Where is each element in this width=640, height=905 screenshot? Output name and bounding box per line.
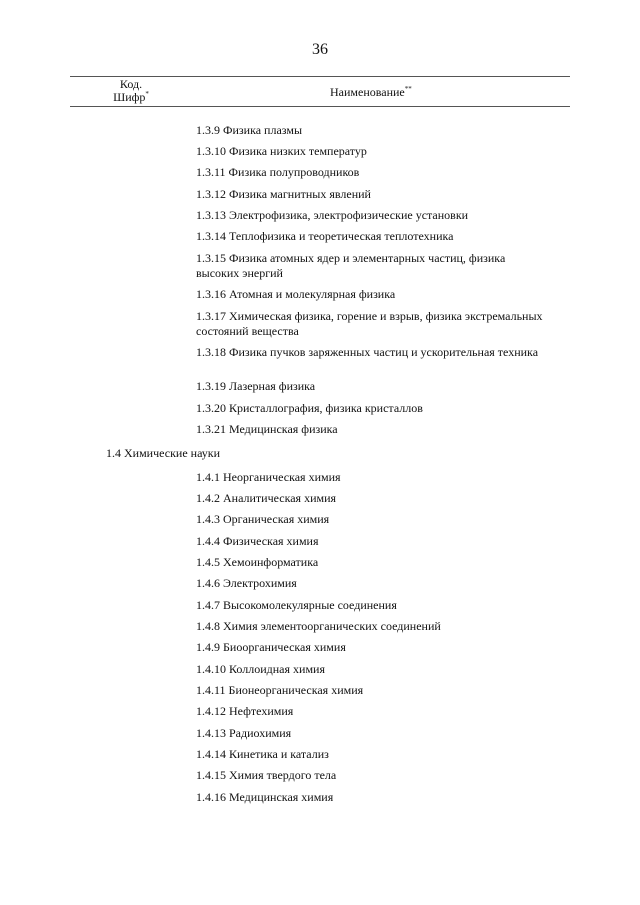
list-item: 1.4.12 Нефтехимия [196, 704, 294, 718]
list-item: 1.4.6 Электрохимия [196, 576, 297, 590]
header-cipher-text: Шифр [113, 90, 146, 104]
header-name-label: Наименование [330, 85, 405, 99]
list-item: 1.4.5 Хемоинформатика [196, 555, 319, 569]
header-top-rule [70, 76, 570, 77]
list-item: 1.3.14 Теплофизика и теоретическая теплотехника [196, 229, 454, 243]
header-cipher-label [100, 91, 162, 104]
list-item: 1.4.7 Высокомолекулярные соединения [196, 598, 397, 612]
section-heading: 1.4 Химические науки [106, 446, 221, 460]
list-item: 1.3.15 Физика атомных ядер и элементарных частиц, физика высоких энергий [196, 251, 506, 280]
list-item: 1.3.11 Физика полупроводников [196, 165, 360, 179]
header-code-column [100, 78, 162, 104]
page-number: 36 [312, 41, 328, 58]
list-item: 1.4.13 Радиохимия [196, 726, 292, 740]
list-item: 1.4.11 Бионеорганическая химия [196, 683, 364, 697]
header-name-column [330, 86, 412, 99]
list-item: 1.3.16 Атомная и молекулярная физика [196, 287, 396, 301]
header-cipher-footnote-mark: * [145, 90, 149, 98]
list-item: 1.4.3 Органическая химия [196, 512, 330, 526]
list-item: 1.3.17 Химическая физика, горение и взрыв, физика экстремальных состояний вещества [196, 309, 543, 338]
header-code-label: Код. [119, 77, 143, 91]
list-item: 1.3.18 Физика пучков заряженных частиц и ускорительная техника [196, 345, 539, 359]
list-item: 1.4.16 Медицинская химия [196, 790, 334, 804]
list-item: 1.4.8 Химия элементоорганических соединений [196, 619, 441, 633]
header-bottom-rule [70, 106, 570, 107]
list-item: 1.3.20 Кристаллография, физика кристаллов [196, 401, 423, 415]
list-item: 1.3.10 Физика низких температур [196, 144, 367, 158]
list-item: 1.3.9 Физика плазмы [196, 123, 303, 137]
list-item: 1.3.13 Электрофизика, электрофизические установки [196, 208, 469, 222]
list-item: 1.4.15 Химия твердого тела [196, 768, 337, 782]
list-item: 1.3.12 Физика магнитных явлений [196, 187, 371, 201]
list-item: 1.4.10 Коллоидная химия [196, 662, 325, 676]
list-item: 1.3.19 Лазерная физика [196, 379, 316, 393]
list-item: 1.4.2 Аналитическая химия [196, 491, 337, 505]
header-name-footnote-mark: ** [404, 85, 412, 93]
list-item: 1.3.21 Медицинская физика [196, 422, 338, 436]
list-item: 1.4.9 Биоорганическая химия [196, 640, 346, 654]
list-item: 1.4.4 Физическая химия [196, 534, 319, 548]
list-item: 1.4.1 Неорганическая химия [196, 470, 341, 484]
list-item: 1.4.14 Кинетика и катализ [196, 747, 329, 761]
